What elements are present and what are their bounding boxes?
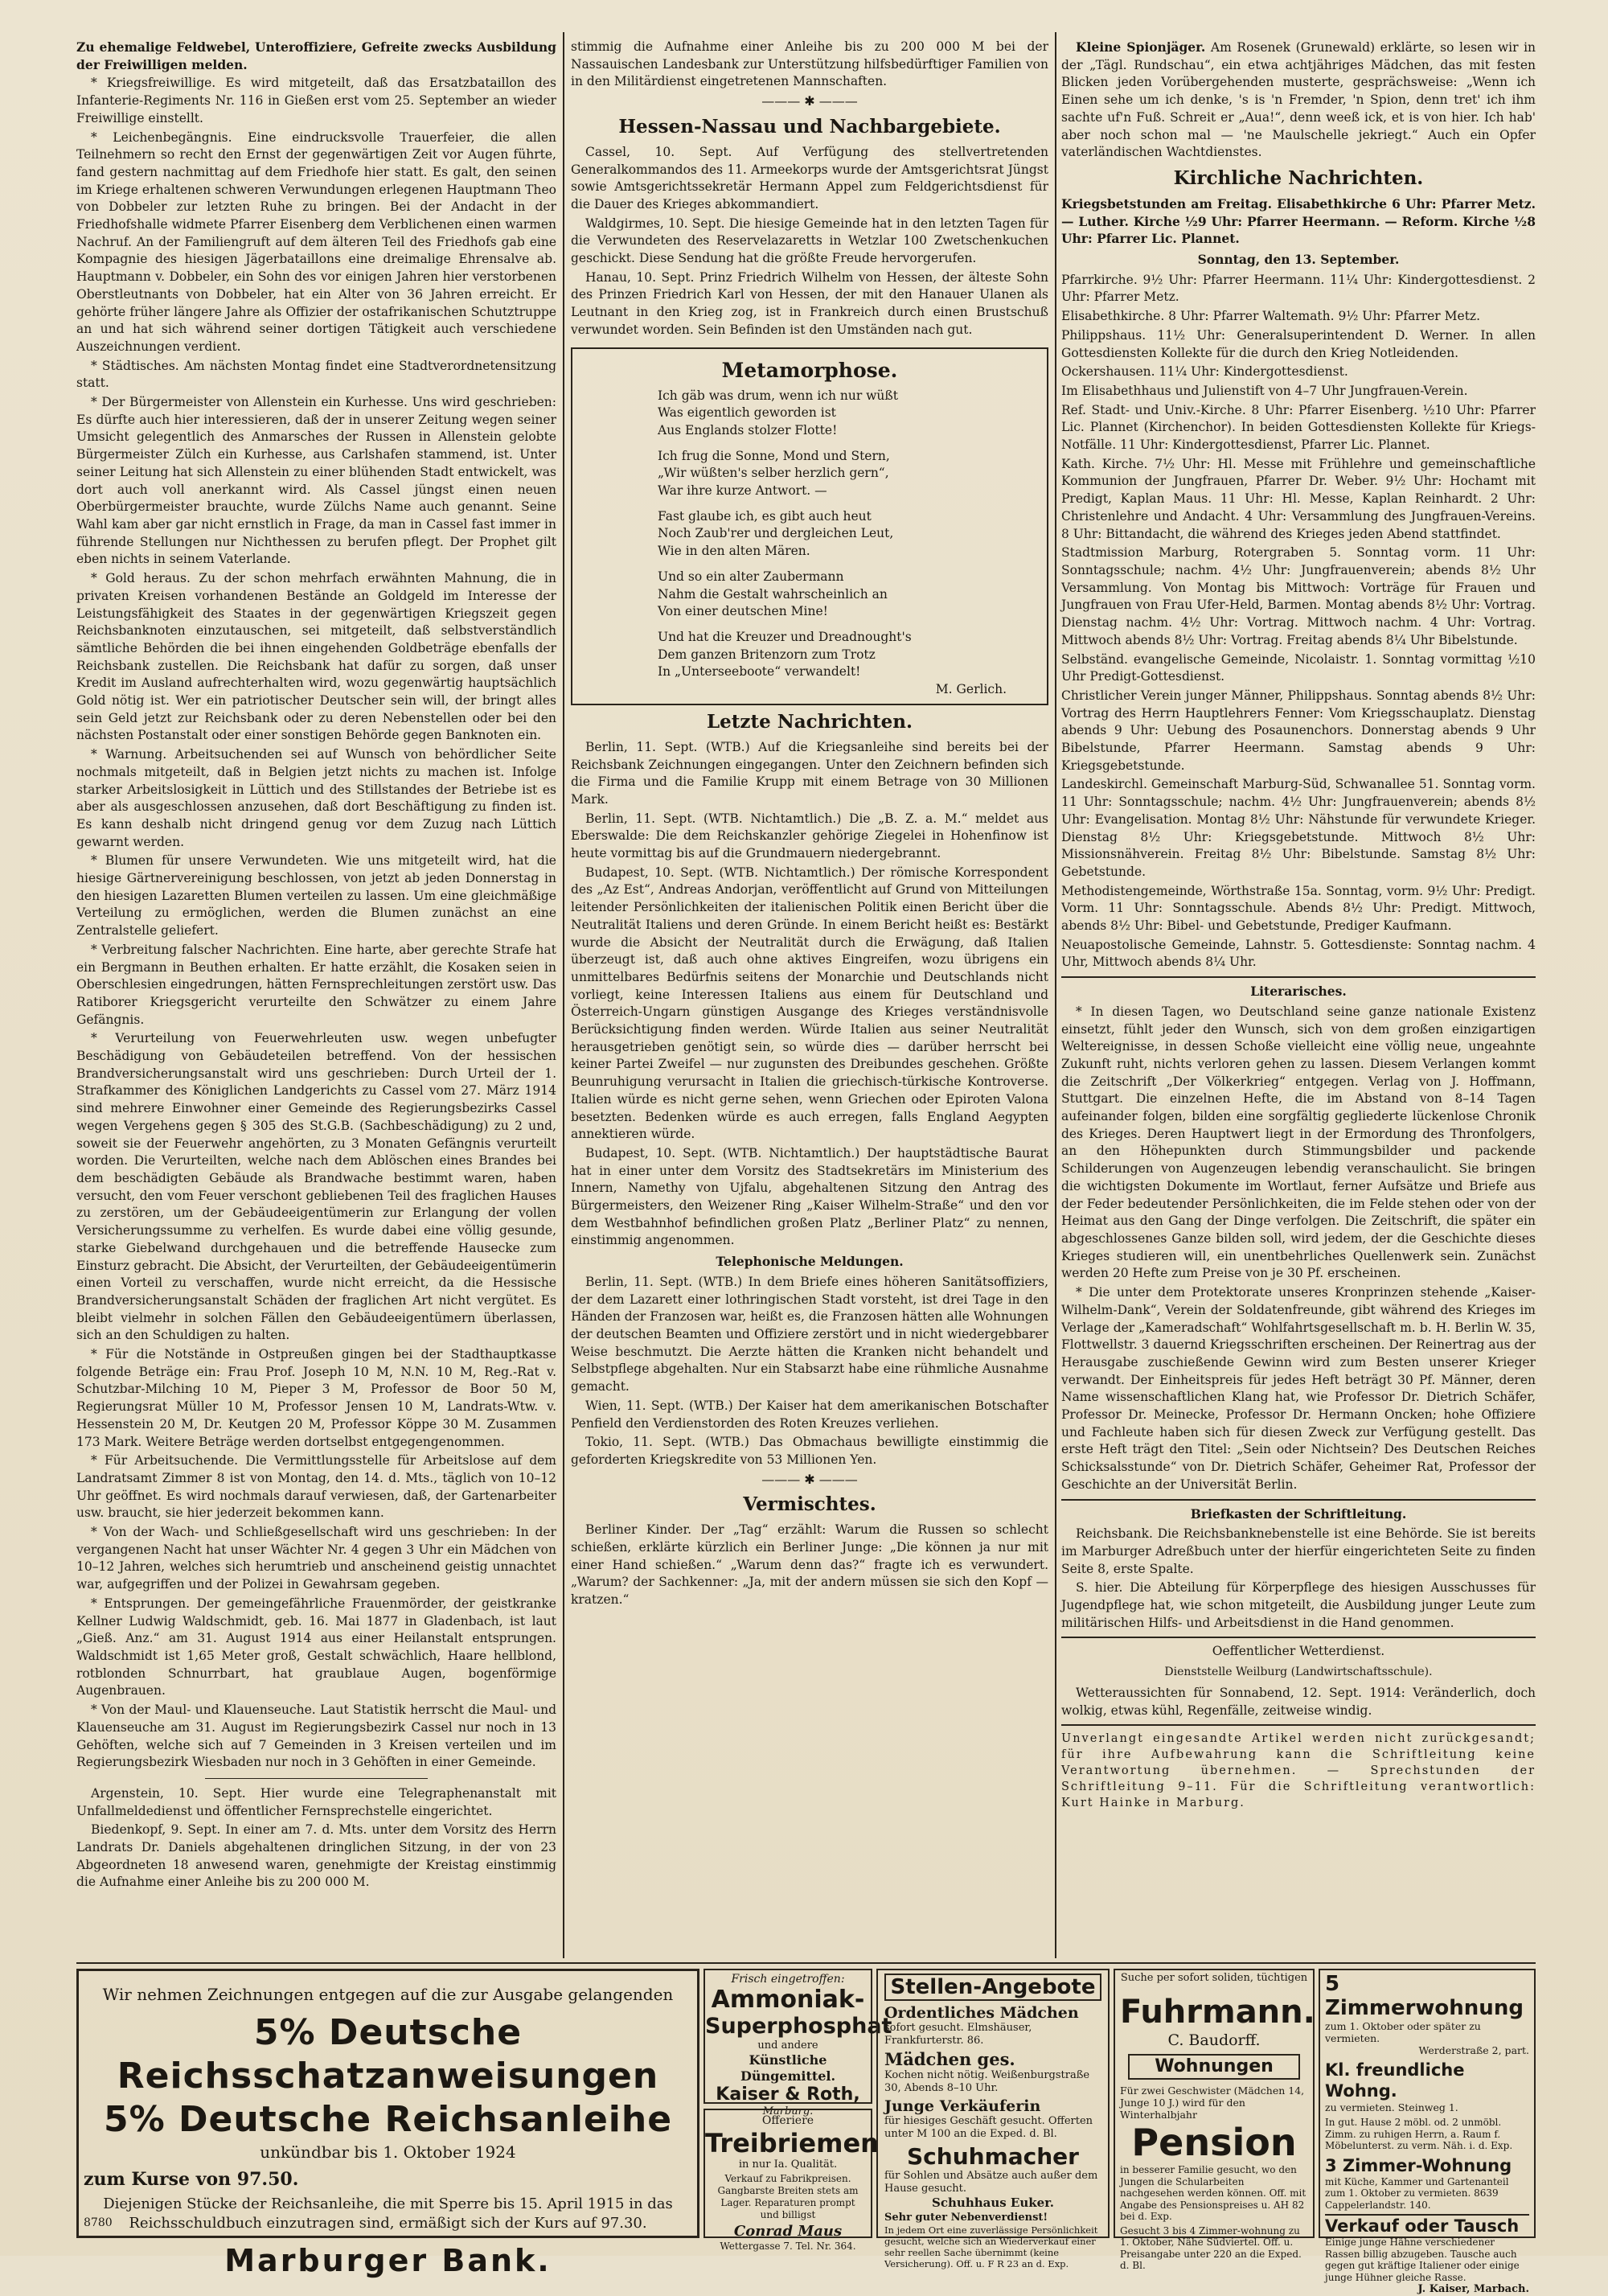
- bank-ad-line-2: 5% Deutsche Reichsanleihe: [103, 2099, 673, 2140]
- article: * Gold heraus. Zu der schon mehrfach erwähnten Mahnung, die in privaten Kreisen vorhandenen Bestände an Goldgeld im Interesse der Leistungsfähigkeit des Staates in der gegenwärtigen Kriegszeit gegen Reichsbanknoten einzutauschen, sei mitgeteilt, daß selbstverständlich sämtliche Behörden die bei ihnen eingehenden Goldbeträge ebenfalls der Reichsbank zustellen. Die Reichsbank hat dafür zu sorgen, daß unser Kredit im Ausland aufrechterhalten wird, wozu gegenwärtig hauptsächlich Gold nötig ist. Wer ein patriotischer Deutscher sein will, der bringt alles sein Geld jetzt zur Reichsbank oder zu deren Nebenstellen oder bei den nächsten Postanstalt oder einer sonstigen Behörde gegen Banknoten ein.: [76, 571, 556, 743]
- rental-text: In gut. Hause 2 möbl. od. 2 unmöbl. Zimm. zu ruhigen Herrn, a. Raum f. Möbelunterst. zu verm. Näh. i. d. Exp.: [1325, 2117, 1513, 2151]
- editorial-notice: Unverlangt eingesandte Artikel werden nicht zurückgesandt; für ihre Aufbewahrung kann die Schriftleitung keine Verantwortung übernehmen. — Sprechstunden der Schriftleitung 9–11. Für die Schriftleitung verantwortlich: Kurt Hainke in Marburg.: [1061, 1732, 1536, 1810]
- article: Budapest, 10. Sept. (WTB. Nichtamtlich.) Der hauptstädtische Baurat hat in einer unter dem Vorsitz des Stadtsekretärs im Ministerium des Innern, Namethy von Ujfalu, abgehaltenen Sitzung den Antrag des Bürgermeisters, den Weizener Ring „Kaiser Wilhelm-Straße“ und den vor dem Westbahnhof befindlichen großen Platz „Berliner Platz“ zu nennen, einstimmig angenommen.: [571, 1145, 1048, 1248]
- rental-ads: [1319, 1969, 1536, 2295]
- listing: Ref. Stadt- und Univ.-Kirche. 8 Uhr: Pfarrer Eisenberg. ½10 Uhr: Pfarrer Lic. Plannet (Kirchenchor). In beiden Gottesdiensten Kollekte für Kriegs-Notfälle. 11 Uhr: Kindergottesdienst, Pfarrer Lic. Plannet.: [1061, 402, 1536, 453]
- rental-title: Kl. freundliche Wohng.: [1325, 2060, 1465, 2101]
- job-ad-text: sofort gesucht. Elmshäuser, Frankfurterstr. 86.: [884, 2022, 1032, 2047]
- section-heading: Kirchliche Nachrichten.: [1173, 166, 1424, 189]
- article: Berlin, 11. Sept. (WTB.) Auf die Kriegsanleihe sind bereits bei der Reichsbank Zeichnungen eingegangen. Unter den Zeichnern befinden sich die Firma und die Familie Krupp mit einem Betrage von 30 Millionen Mark.: [571, 739, 1048, 807]
- article: * Blumen für unsere Verwundeten. Wie uns mitgeteilt wird, hat die hiesige Gärtnervereinigung beschlossen, von jetzt ab jeden Donnerstag in den hiesigen Lazaretten Blumen verteilen zu lassen. Um eine gleichmäßige Verteilung zu ermöglichen, werden die Blumen zunächst an eine Zentralstelle geliefert.: [76, 853, 556, 939]
- poem-stanza: Ich frug die Sonne, Mond und Stern, „Wir wüßten's selber herzlich gern“, War ihre kurze Antwort. —: [658, 448, 890, 499]
- belt-ad-top: Offeriere: [761, 2114, 814, 2127]
- article: S. hier. Die Abteilung für Körperpflege des hiesigen Ausschusses für Jugendpflege hat, wie schon mitgeteilt, die Ausbildung junger Leute zum militärischen Hilfs- und Arbeitsdienst in die Hand genommen.: [1061, 1580, 1536, 1630]
- article: Wetteraussichten für Sonnabend, 12. Sept. 1914: Veränderlich, doch wolkig, etwas kühl, Regenfälle, zeitweise windig.: [1061, 1685, 1536, 1718]
- rental-text: mit Küche, Kammer und Gartenanteil zum 1. Oktober zu vermieten. 8639 Cappelerlandstr. 140.: [1325, 2175, 1509, 2211]
- listing: Neuapostolische Gemeinde, Lahnstr. 5. Gottesdienste: Sonntag nachm. 4 Uhr, Mittwoch abends 8¼ Uhr.: [1061, 937, 1536, 970]
- column-rule: [1055, 32, 1056, 1958]
- column-3: [1061, 39, 1536, 1957]
- job-ad-text: Kochen nicht nötig. Weißenburgstraße 30, Abends 8–10 Uhr.: [884, 2069, 1090, 2094]
- article: * In diesen Tagen, wo Deutschland seine ganze nationale Existenz einsetzt, fühlt jeder den Wunsch, sich von dem großen einzigartigen Weltereignisse, in dessen Schoße vielleicht eine völlig neue, ungeahnte Zukunft ruht, nichts verloren gehen zu lassen. Diesem Verlangen kommt die Zeitschrift „Der Völkerkrieg“ entgegen. Verlag von J. Hoffmann, Stuttgart. Die einzelnen Hefte, die im Abstand von 8–14 Tagen aufeinander folgen, bilden eine sorgfältig gegliederte lückenlose Chronik des Krieges. Deren Hauptwert liegt in der Ermordung des Thronfolgers, an den Höhepunkten durch Stimmungsbilder und packende Schilderungen von Augenzeugen lebendig veranschaulicht. Sie bringen die wichtigsten Dokumente im Wortlaut, ferner Aufsätze und Briefe aus der Feder bedeutender Persönlichkeiten, die im Felde stehen oder von der Heimat aus den Gang der Dinge verfolgen. Die Zeitschrift, die später ein abgeschlossenes Ganze bilden soll, wird jedem, der die Geschichte dieses Krieges studieren will, ein unentbehrliches Quellenwerk sein. Zunächst werden 20 Hefte zum Preise von je 30 Pf. erscheinen.: [1061, 1004, 1536, 1281]
- separator: ——— ✱ ———: [761, 93, 858, 109]
- rental-title: 3 Zimmer-Wohnung: [1325, 2155, 1512, 2175]
- fertilizer-ad-sub2: Künstliche Düngemittel.: [740, 2052, 836, 2084]
- article: Berliner Kinder. Der „Tag“ erzählt: Warum die Russen so schlecht schießen, erklärte kürzlich ein Berliner Junge: „Die können ja nur mit einer Hand schießen.“ „Warum denn das?“ fragte ich es verwundert. „Warum? der Sachkenner: „Ja, mit der andern müssen sie sich den Kopf — kratzen.“: [571, 1522, 1048, 1608]
- listing: Christlicher Verein junger Männer, Philippshaus. Sonntag abends 8½ Uhr: Vortrag des Herrn Hauptlehrers Fenner: Vom Kriegsschauplatz. Dienstag abends 9 Uhr: Uebung des Posaunenchors. Donnerstag abends 9 Uhr Bibelstunde, Pfarrer Heermann. Samstag abends 9 Uhr: Kriegsgebetstunde.: [1061, 688, 1536, 773]
- article: * Von der Wach- und Schließgesellschaft wird uns geschrieben: In der vergangenen Nacht hat unser Wächter Nr. 4 gegen 3 Uhr ein Mädchen von 10–12 Jahren, welches sich herumtrieb und anscheinend geistig unnachtet war, aufgegriffen und der Polizei in Gewahrsam gegeben.: [76, 1525, 556, 1592]
- article: stimmig die Aufnahme einer Anleihe bis zu 200 000 M bei der Nassauischen Landesbank zur Unterstützung hilfsbedürftiger Familien von in den Militärdienst eingetretenen Mannschaften.: [571, 39, 1048, 89]
- job-ad-text: für hiesiges Geschäft gesucht. Offerten unter M 100 an die Exped. d. Bl.: [884, 2115, 1093, 2140]
- article: * Verbreitung falscher Nachrichten. Eine harte, aber gerechte Strafe hat ein Bergmann in Beuthen erhalten. Er hatte erzählt, die Kosaken seien in Oberschlesien eingedrungen, hätten Fernsprechleitungen zerstört usw. Das Ratiborer Kriegsgericht verurteilte den Schwätzer zu einem Jahre Gefängnis.: [76, 942, 556, 1027]
- bank-ad: [76, 1969, 699, 2278]
- article: Berlin, 11. Sept. (WTB. Nichtamtlich.) Die „B. Z. a. M.“ meldet aus Eberswalde: Die dem Reichskanzler gehörige Ziegelei in Hohenfinow ist heute vormittag bis auf die Grundmauern niedergebrannt.: [571, 811, 1048, 861]
- job-ads: [876, 1969, 1110, 2269]
- driver-ad-name: Fuhrmann.: [1120, 1994, 1315, 2031]
- article: * Verurteilung von Feuerwehrleuten usw. wegen unbefugter Beschädigung von Gebäudeteilen betreffend. Von der hessischen Brandversicherungsanstalt wird uns geschrieben: Durch Urteil der 1. Strafkammer des Königlichen Landgerichts zu Cassel vom 27. März 1914 sind mehrere Einwohner einer Gemeinde des Regierungsbezirks Cassel wegen Vergehens gegen § 305 des St.G.B. (Sachbeschädigung) zu 2 und, soweit sie der Feuerwehr angehörten, zu 3 Monaten Gefängnis verurteilt worden. Die Verurteilten, welche nach dem Ablöschen eines Brandes bei dem beschädigten Gebäude als Brandwache bestimmt waren, haben versucht, den vom Feuer verschont gebliebenen Teil des fraglichen Hauses zu zerstören, um der Gebäudeeigentümerin zur Erlangung der vollen Versicherungssumme zu verhelfen. Es wurde dabei eine völlig gesunde, starke Giebelwand durchgehauen und die betreffende Hausecke zum Einsturz gebracht. Die Absicht, der Verurteilten, der Gebäudeeigentümerin einen Vorteil zu verschaffen, wurde nicht erreicht, da die Hessische Brandversicherungsanstalt Schäden der fraglichen Art nicht vergütet. Es bleibt vielmehr in solchen Fällen den Gebäudeeigentümern überlassen, sich an den Schuldigen zu halten.: [76, 1031, 556, 1343]
- ad-section-rule: [76, 1962, 1536, 1964]
- belt-ad-addr: Wettergasse 7. Tel. Nr. 364.: [720, 2241, 856, 2252]
- listing: Elisabethkirche. 8 Uhr: Pfarrer Waltemath. 9½ Uhr: Pfarrer Metz.: [1061, 309, 1481, 324]
- housing-ads: [1114, 1969, 1315, 2271]
- sale-firm: J. Kaiser, Marbach.: [1417, 2283, 1529, 2295]
- column-1: [76, 39, 556, 1957]
- listing: Kath. Kirche. 7½ Uhr: Hl. Messe mit Frühlehre und gemeinschaftliche Kommunion der Jungfrauen, Pfarrer Dr. Weber. 9½ Uhr: Hochamt mit Predigt, Kaplan Maus. 11 Uhr: Hl. Messe, Kaplan Reinhardt. 2 Uhr: Christenlehre und Andacht. 4 Uhr: Versammlung des Jungfrauen-Vereins. 8 Uhr: Bittandacht, die während des Krieges jeden Abend stattfindet.: [1061, 456, 1536, 541]
- fertilizer-ad-title-1: Ammoniak-: [711, 1986, 865, 2014]
- driver-ad-top: Suche per sofort soliden, tüchtigen: [1120, 1972, 1308, 1984]
- fertilizer-ad: [704, 1969, 892, 2117]
- article: Berlin, 11. Sept. (WTB.) In dem Briefe eines höheren Sanitätsoffiziers, der dem Lazarett einer lothringischen Stadt vorsteht, ist drei Tage in den Händen der Franzosen war, heißt es, die Franzosen hätten alle Wohnungen der deutschen Beamten und Offiziere zerstört und in nicht wiedergebbarer Weise beschmutzt. Die Aerzte hätten die Kranken nicht behandelt und Selbstpflege abgehalten. Nur ein Stabsarzt habe eine rühmliche Ausnahme gemacht.: [571, 1274, 1048, 1394]
- article: * Kriegsfreiwillige. Es wird mitgeteilt, daß das Ersatzbataillon des Infanterie-Regiments Nr. 116 in Gießen erst vom 25. September an wieder Freiwillige einstellt.: [76, 76, 556, 125]
- bank-ad-line-3: unkündbar bis 1. Oktober 1924: [260, 2142, 516, 2162]
- belt-ad: [704, 2109, 879, 2252]
- poem: [580, 388, 1039, 699]
- poem-stanza: Ich gäb was drum, wenn ich nur wüßt Was eigentlich geworden ist Aus Englands stolzer Flotte!: [658, 388, 898, 437]
- belt-ad-sub: in nur Ia. Qualität.: [738, 2158, 838, 2171]
- job-ad-heading: Mädchen ges.: [884, 2049, 1015, 2069]
- subheading: Oeffentlicher Wetterdienst.: [1212, 1644, 1385, 1659]
- listing: Im Elisabethhaus und Julienstift von 4–7 Uhr Jungfrauen-Verein.: [1061, 383, 1468, 398]
- subheading: Telephonische Meldungen.: [716, 1254, 904, 1270]
- belt-ad-firm: Conrad Maus: [733, 2223, 843, 2240]
- housing-ad-text: Für zwei Geschwister (Mädchen 14, Junge 10 J.) wird für den Winterhalbjahr: [1120, 2084, 1305, 2121]
- article: * Von der Maul- und Klauenseuche. Laut Statistik herrscht die Maul- und Klauenseuche am 31. August im Regierungsbezirk Cassel nur noch in 13 Gehöften, welche sich auf 7 Gemeinden in 3 Kreisen verteilen und im Regierungsbezirk Wiesbaden nur noch in 3 Gehöften in einer Gemeinde.: [76, 1702, 556, 1770]
- listing: Philippshaus. 11½ Uhr: Generalsuperintendent D. Werner. In allen Gottesdiensten Kollekte für die durch den Krieg Notleidenden.: [1061, 327, 1536, 360]
- poem-stanza: Und hat die Kreuzer und Dreadnought's Dem ganzen Britenzorn zum Trotz In „Unterseeboote“ verwandelt!: [658, 629, 912, 680]
- column-rule: [563, 32, 564, 1958]
- fertilizer-ad-title-2: Superphosphat: [705, 2014, 892, 2039]
- rental-text: zu vermieten. Steinweg 1.: [1325, 2101, 1458, 2113]
- rental-text: zum 1. Oktober oder später zu vermieten.: [1325, 2020, 1481, 2044]
- article-body: Am Rosenek (Grunewald) erklärte, so lesen wir in der „Tägl. Rundschau“, ein etwa achtjähriges Mädchen, das mit festen Blicken jeden Vorübergehenden musterte, gesprächsweise: „Wenn ich Einen sehe um ich denke, 's is 'n Fremder, 'n Spion, denn tret' ich ihm sachte uf'n Fuß. Schreit er „Aua!“, denn weeß ick, et is von hier. Ich hab' aber noch schon mal — 'ne Maulschelle jekriegt.“ Auch ein Opfer vaterländischen Wachtdienstes.: [1061, 40, 1536, 160]
- poem-title: Metamorphose.: [721, 358, 898, 382]
- article: Wien, 11. Sept. (WTB.) Der Kaiser hat dem amerikanischen Botschafter Penfield den Verdienstorden des Roten Kreuzes verliehen.: [571, 1398, 1048, 1431]
- fertilizer-ad-sub: und andere: [757, 2039, 818, 2052]
- job-ad-heading: Ordentliches Mädchen: [884, 2004, 1079, 2022]
- article: Cassel, 10. Sept. Auf Verfügung des stellvertretenden Generalkommandos des 11. Armeekorps wurde der Amtsgerichtsrat Jüngst sowie Amtsgerichtssekretär Hermann Appel zum Feldgerichtsdienst für die Dauer des Krieges abkommandiert.: [571, 144, 1048, 212]
- article: [1061, 39, 1536, 162]
- article: * Warnung. Arbeitsuchenden sei auf Wunsch von behördlicher Seite nochmals mitgeteilt, daß in Belgien jetzt nichts zu machen ist. Infolge starker Arbeitslosigkeit in Lüttich und des Stillstandes der Betriebe ist es aber als ausgeschlossen anzusehen, daß dort Beschäftigung zu finden ist. Es kann deshalb nicht dringend genug vor dem Zuzug nach Lüttich gewarnt werden.: [76, 747, 556, 849]
- pension-title: Pension: [1131, 2121, 1297, 2164]
- section-heading: Hessen-Nassau und Nachbargebiete.: [618, 115, 1001, 138]
- poem-box: [571, 347, 1048, 705]
- bank-ad-name: Marburger Bank.: [224, 2243, 552, 2278]
- fertilizer-ad-firm: Kaiser & Roth,: [716, 2084, 860, 2105]
- article: * Städtisches. Am nächsten Montag findet eine Stadtverordnetensitzung statt.: [76, 358, 556, 391]
- housing-title: Wohnungen: [1128, 2054, 1300, 2080]
- separator: ——— ✱ ———: [761, 1471, 858, 1487]
- article: Tokio, 11. Sept. (WTB.) Das Obmachaus bewilligte einstimmig die geforderten Kriegskredite von 53 Millionen Yen.: [571, 1435, 1048, 1467]
- article: Biedenkopf, 9. Sept. In einer am 7. d. Mts. unter dem Vorsitz des Herrn Landrats Dr. Daniels abgehaltenen dringlichen Sitzung, in der von 23 Abgeordneten 18 anwesend waren, genehmigte der Kreistag einstimmig die Aufnahme einer Anleihe bis zu 200 000 M.: [76, 1822, 556, 1890]
- article: * Für Arbeitsuchende. Die Vermittlungsstelle für Arbeitslose auf dem Landratsamt Zimmer 8 ist von Montag, den 14. d. Mts., täglich von 10–12 Uhr geöffnet. Es wird nochmals darauf verwiesen, daß, der Gartenarbeiter usw. braucht, sie hier jederzeit bekommen kann.: [76, 1453, 556, 1521]
- job-ad-heading: Sehr guter Nebenverdienst!: [884, 2212, 1048, 2224]
- sale-title: Verkauf oder Tausch: [1325, 2214, 1529, 2236]
- article: Argenstein, 10. Sept. Hier wurde eine Telegraphenanstalt mit Unfallmeldedienst und öffentlicher Fernsprechstelle eingerichtet.: [76, 1785, 556, 1818]
- article: Reichsbank. Die Reichsbanknebenstelle ist eine Behörde. Sie ist bereits im Marburger Adreßbuch unter der hierfür eingerichteten Seite zu finden Seite 8, erste Spalte.: [1061, 1526, 1536, 1576]
- article: * Der Bürgermeister von Allenstein ein Kurhesse. Uns wird geschrieben: Es dürfte auch hier interessieren, daß der in unserer Zeitung wegen seiner Umsicht gelegentlich des Anmarsches der Russen in Allenstein gelobte Bürgermeister Zülch ein Kurhesse, aus Carlshafen stammend, ist. Unter seiner Leitung hat sich Allenstein zu einer blühenden Stadt entwickelt, was dort auch voll anerkannt wird. Als Cassel jüngst einen neuen Oberbürgermeister brauchte, wurde Zülchs Name auch genannt. Seine Wahl kam aber gar nicht ernstlich in Frage, da man in Cassel fast immer in führende Stellungen nur Nichthessen zu berufen pflegt. Der Prophet gilt eben nichts in seinem Vaterlande.: [76, 395, 556, 567]
- job-ad-heading: Schuhmacher: [907, 2143, 1079, 2170]
- listing: Stadtmission Marburg, Rotergraben 5. Sonntag vorm. 11 Uhr: Sonntagsschule; nachm. 4½ Uhr: Jungfrauenverein; abends 8½ Uhr Versammlung. Von Montag bis Mittwoch: Vorträge für Frauen und Jungfrauen von Frau Ufer-Held, Barmen. Montag abends 8½ Uhr: Vortrag. Dienstag nachm. 4½ Uhr: Vortrag. Mittwoch nachm. 4 Uhr: Vortrag. Mittwoch abends 8½ Uhr: Vortrag. Freitag abends 8¼ Uhr Bibelstunde.: [1061, 545, 1536, 647]
- subheading: Briefkasten der Schriftleitung.: [1190, 1505, 1407, 1522]
- bank-ad-line-1: 5% Deutsche Reichsschatzanweisungen: [117, 2012, 659, 2097]
- pension-text: in besserer Familie gesucht, wo den Jungen die Schularbeiten nachgesehen werden können. Off. mit Angabe des Pensionspreises u. AH 82 bei d. Exp.: [1120, 2164, 1306, 2222]
- divider: [1061, 1499, 1536, 1501]
- subheading: Sonntag, den 13. September.: [1197, 252, 1400, 268]
- divider: [1061, 1637, 1536, 1638]
- fertilizer-ad-city: Marburg.: [762, 2105, 814, 2117]
- listing: Methodistengemeinde, Wörthstraße 15a. Sonntag, vorm. 9½ Uhr: Predigt. Vorm. 11 Uhr: Sonntagsschule. Abends 8½ Uhr: Predigt. Mittwoch, abends 8½ Uhr: Bibel- und Gebetstunde, Prediger Kaufmann.: [1061, 883, 1536, 934]
- belt-ad-text: Verkauf zu Fabrikpreisen. Gangbarste Breiten stets am Lager. Reparaturen prompt und billigst: [717, 2173, 859, 2220]
- bank-ad-text: Diejenigen Stücke der Reichsanleihe, die mit Sperre bis 15. April 1915 in das Reichsschuldbuch einzutragen sind, ermäßigt sich der Kurs auf 97.30.: [103, 2195, 673, 2232]
- column-2: [571, 39, 1048, 1957]
- listing: Ockershausen. 11¼ Uhr: Kindergottesdienst.: [1061, 364, 1348, 380]
- poem-stanza: Und so ein alter Zaubermann Nahm die Gestalt wahrscheinlich an Von einer deutschen Mine!: [658, 569, 888, 619]
- article: Kriegsbetstunden am Freitag. Elisabethkirche 6 Uhr: Pfarrer Metz. — Luther. Kirche ½9 Uhr: Pfarrer Heermann. — Reform. Kirche ½8 Uhr: Pfarrer Lic. Plannet.: [1061, 195, 1536, 247]
- article: Zu ehemalige Feldwebel, Unteroffiziere, Gefreite zwecks Ausbildung der Freiwilligen melden.: [76, 39, 556, 72]
- fertilizer-ad-top: Frisch eingetroffen:: [731, 1973, 845, 1986]
- article-heading: Kleine Spionjäger.: [1076, 39, 1206, 55]
- driver-ad-firm: C. Baudorff.: [1167, 2031, 1261, 2049]
- divider: [1061, 976, 1536, 978]
- job-ad-text: für Sohlen und Absätze auch außer dem Hause gesucht.: [884, 2170, 1098, 2195]
- article: * Entsprungen. Der gemeingefährliche Frauenmörder, der geistkranke Kellner Ludwig Waldschmidt, geb. 16. Mai 1877 in Gladenbach, ist laut „Gieß. Anz.“ am 31. August 1914 aus einer Heilanstalt entsprungen. Waldschmidt ist 1,65 Meter groß, Gestalt schwächlich, Haare hellblond, rotblonden Schnurrbart, hat graublaue Augen, bogenförmige Augenbrauen.: [76, 1596, 556, 1698]
- rental-title: 5 Zimmerwohnung: [1325, 1972, 1524, 2020]
- article: Hanau, 10. Sept. Prinz Friedrich Wilhelm von Hessen, der älteste Sohn des Prinzen Friedrich Karl von Hessen, der mit den Hanauer Ulanen als Leutnant in den Krieg zog, ist in Frankreich durch einen Brustschuß verwundet worden. Sein Befinden ist den Umständen nach gut.: [571, 269, 1048, 337]
- apartment-wanted-text: Gesucht 3 bis 4 Zimmer-wohnung zu 1. Oktober, Nähe Südviertel. Off. u. Preisangabe unter 220 an die Exped. d. Bl.: [1120, 2224, 1302, 2271]
- article: * Leichenbegängnis. Eine eindrucksvolle Trauerfeier, die allen Teilnehmern so recht den Ernst der gegenwärtigen Zeit vor Augen führte, fand gestern nachmittag auf dem Friedhofe hier statt. Es galt, den seinen im Kriege erhaltenen schweren Verwundungen erlegenen Hauptmann Theo von Dobbeler zur letzten Ruhe zu bringen. Bei der Andacht in der Friedhofshalle widmete Pfarrer Eisenberg dem Verblichenen einen warmen Nachruf. An der Familiengruft auf dem älteren Teil des Friedhofs gab eine Kompagnie des hiesigen Jägerbataillons eine dreimalige Ehrensalve ab. Hauptmann v. Dobbeler, ein Sohn des vor einigen Jahren hier verstorbenen Oberstleutnants von Dobbeler, hat ein Alter von 36 Jahren erreicht. Er gehörte früher längere Jahre als Offizier der ostafrikanischen Schutztruppe an und hat sich während seiner dortigen Tätigkeit auch verschiedene Auszeichnungen verdient.: [76, 129, 556, 354]
- divider: [1061, 1724, 1536, 1726]
- poem-stanza: Fast glaube ich, es gibt auch heut Noch Zaub'rer und dergleichen Leut, Wie in den alten Mären.: [658, 508, 894, 559]
- poem-author: M. Gerlich.: [935, 682, 1007, 697]
- section-heading: Letzte Nachrichten.: [707, 710, 913, 733]
- bank-ad-intro: Wir nehmen Zeichnungen entgegen auf die zur Ausgabe gelangenden: [102, 1985, 674, 2004]
- article: * Für die Notstände in Ostpreußen gingen bei der Stadthauptkasse folgende Beträge ein: Frau Prof. Joseph 10 M, N.N. 10 M, Reg.-Rat v. Schutzbar-Milching 10 M, Pieper 3 M, Professor de Boor 50 M, Regierungsrat Müller 10 M, Professor Jensen 10 M, Landrats-Wtw. v. Hessenstein 20 M, Dr. Keutgen 20 M, Professor Köppe 30 M. Zusammen 173 Mark. Weitere Beträge werden dortselbst entgegengenommen.: [76, 1347, 556, 1449]
- subheading: Literarisches.: [1250, 984, 1347, 1000]
- article: * Die unter dem Protektorate unseres Kronprinzen stehende „Kaiser-Wilhelm-Dank“, Verein der Soldatenfreunde, gibt während des Krieges im Verlage der „Kameradschaft“ Wohlfahrtsgesellschaft m. b. H. Berlin W. 35, Flottwellstr. 3 dauernd Kriegsschriften erscheinen. Der Reinertrag aus der Herausgabe zuschießende Gewinn wird zum Besten unserer Krieger verwandt. Der Einheitspreis für jedes Heft beträgt 30 Pf. Männer, deren Name wissenschaftlichen Klang hat, wie Professor Dr. Dietrich Schäfer, Professor Dr. Meinecke, Professor Dr. Hermann Oncken; hohe Offiziere und Fachleute haben sich für diesen Zweck zur Verfügung gestellt. Das erste Heft trägt den Titel: „Sein oder Nichtsein? Des Deutschen Reiches Schicksalsstunde“ von Dr. Dietrich Schäfer, Geheimer Rat, Professor der Geschichte an der Universität Berlin.: [1061, 1285, 1536, 1492]
- listing: Landeskirchl. Gemeinschaft Marburg-Süd, Schwanallee 51. Sonntag vorm. 11 Uhr: Sonntagsschule; nachm. 4½ Uhr: Jungfrauenverein; abends 8½ Uhr: Evangelisation. Montag 8½ Uhr: Nähstunde für verwundete Krieger. Dienstag 8½ Uhr: Kriegsgebetstunde. Mittwoch 8½ Uhr: Missionsnähverein. Freitag 8½ Uhr: Bibelstunde. Samstag 8½ Uhr: Gebetstunde.: [1061, 777, 1536, 879]
- divider: [205, 1778, 428, 1779]
- belt-ad-name: Treibriemen: [705, 2128, 879, 2158]
- listing: Pfarrkirche. 9½ Uhr: Pfarrer Heermann. 11¼ Uhr: Kindergottesdienst. 2 Uhr: Pfarrer Metz.: [1061, 272, 1536, 305]
- section-heading: Vermischtes.: [743, 1493, 876, 1516]
- job-ads-title: Stellen-Angebote: [884, 1974, 1101, 2001]
- bank-ad-kurs: zum Kurse von 97.50.: [84, 2169, 299, 2190]
- article: Budapest, 10. Sept. (WTB. Nichtamtlich.) Der römische Korrespondent des „Az Est“, Andreas Andorjan, veröffentlicht auf Grund von Mitteilungen leitender Persönlichkeiten der italienischen Politik einen Bericht über die Neutralität Italiens und deren Gründe. In einem Bericht heißt es: Bestärkt wurde die Absicht der Neutralität durch die Erwägung, daß Italien überzeugt ist, daß auch ohne aktives Eingreifen, wozu übrigens ein unmittelbares Bedürfnis seitens der Monarchie und Deutschlands nicht vorliegt, keine Interessen Italiens aus einem für Deutschland und Österreich-Ungarn günstigen Ausgange des Krieges verständnisvolle Berücksichtigung finden werden. Würde Italien aus seiner Neutralität herausgetrieben genötigt sein, so würde dies — darüber herrscht bei keiner Partei Zweifel — nur zugunsten des Dreibundes geschehen. Größte Beunruhigung verursacht in Italien die griechisch-türkische Kontroverse. Italien würde es nicht gerne sehen, wenn Griechen oder Epiroten Valona besetzten. Bedenken würde es auch erregen, falls England Aegypten annektieren würde.: [571, 865, 1048, 1142]
- ad-number: 8780: [84, 2216, 113, 2229]
- job-ad-firm: Schuhhaus Euker.: [932, 2195, 1054, 2210]
- rental-addr: Werderstraße 2, part.: [1418, 2044, 1529, 2056]
- job-ad-heading: Junge Verkäuferin: [884, 2097, 1041, 2115]
- listing: Selbständ. evangelische Gemeinde, Nicolaistr. 1. Sonntag vormittag ½10 Uhr Predigt-Gottesdienst.: [1061, 651, 1536, 684]
- sale-text: Einige junge Hähne verschiedener Rassen billig abzugeben. Tausche auch gegen gut kräftige Italiener oder einige junge Hühner gleiche Rasse.: [1325, 2236, 1520, 2283]
- article: Waldgirmes, 10. Sept. Die hiesige Gemeinde hat in den letzten Tagen für die Verwundeten des Reservelazaretts in Wetzlar 100 Zwetschenkuchen geschickt. Diese Sendung hat die größte Freude hervorgerufen.: [571, 216, 1048, 266]
- job-ad-text: In jedem Ort eine zuverlässige Persönlichkeit gesucht, welche sich an Wiederverkauf einer sehr reellen Sache übernimmt (keine Versicherung). Off. u. F R 23 an d. Exp.: [884, 2224, 1098, 2269]
- subheading: Dienststelle Weilburg (Landwirtschaftsschule).: [1164, 1666, 1433, 1679]
